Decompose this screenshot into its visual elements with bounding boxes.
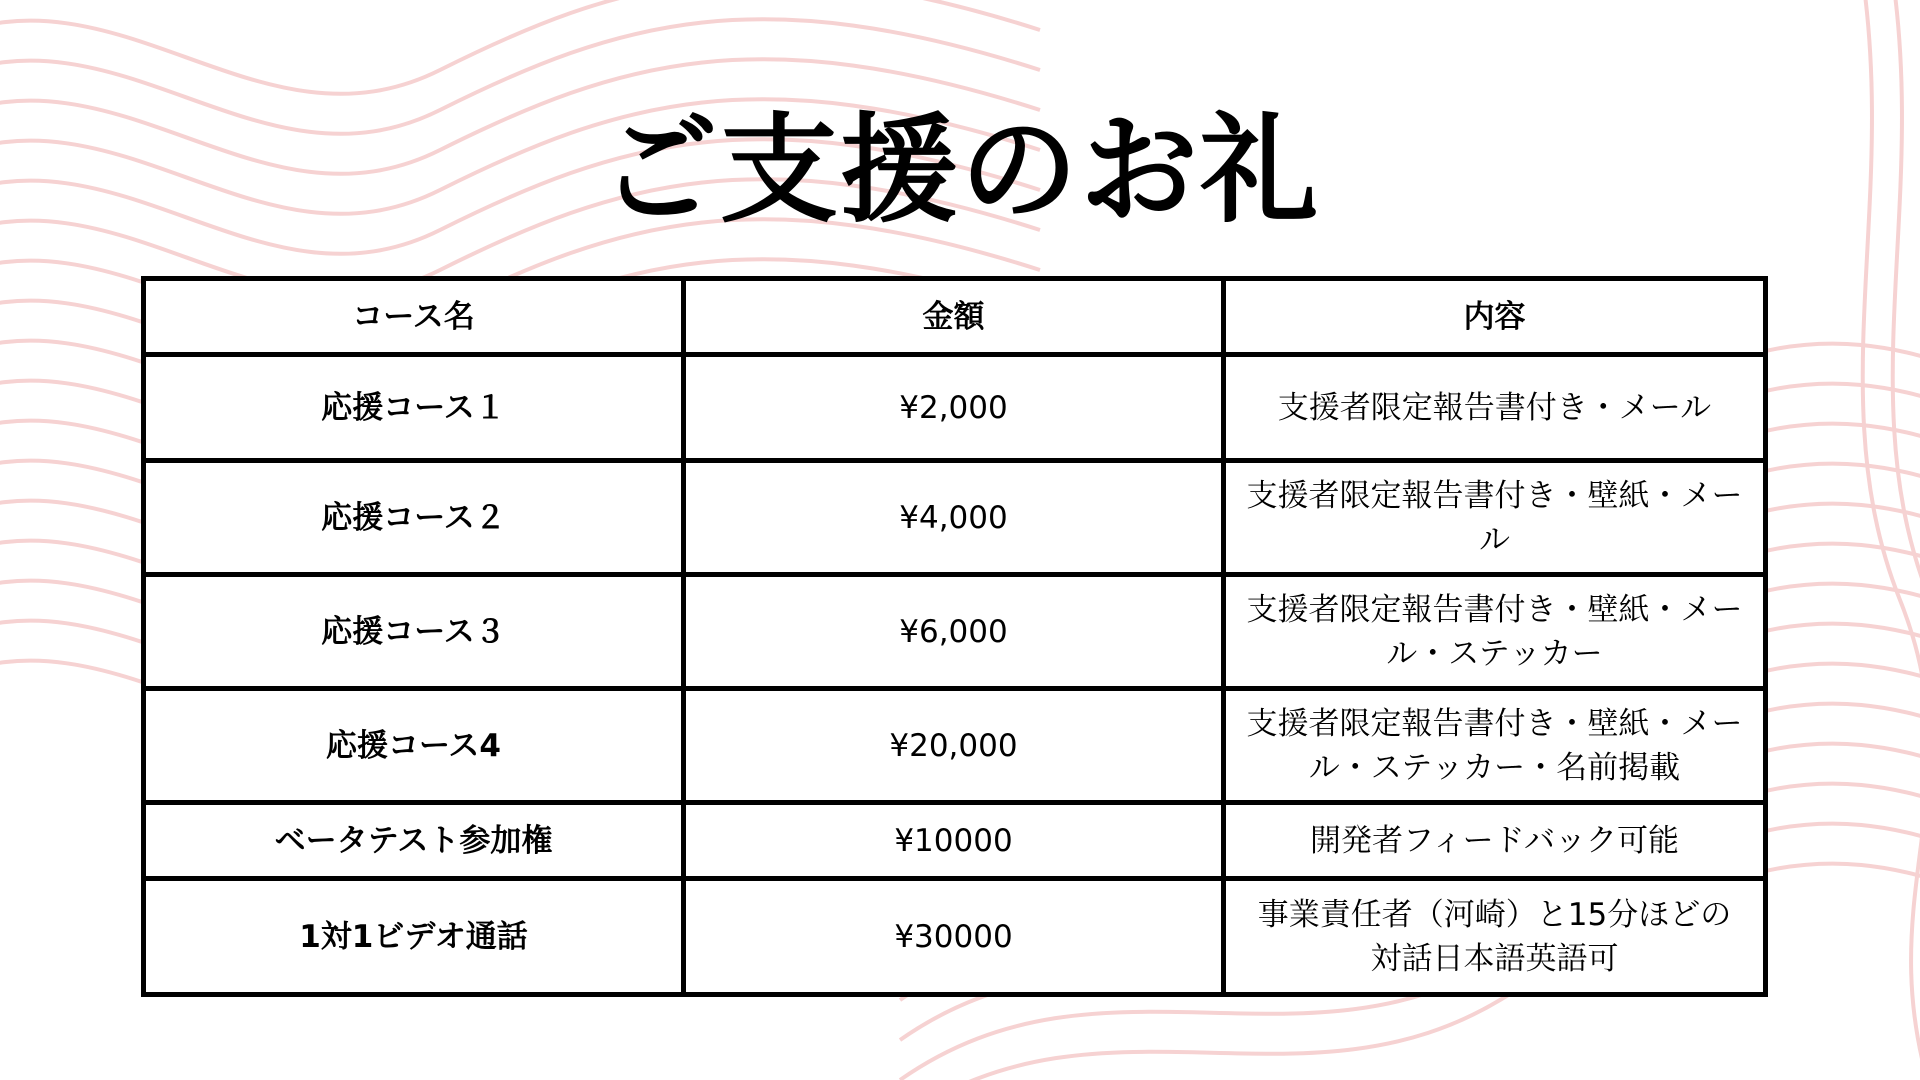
content-cell: 開発者フィードバック可能: [1224, 803, 1766, 879]
amount-cell: ¥20,000: [684, 689, 1224, 803]
table-row: [144, 575, 1766, 689]
table-row: [144, 803, 1766, 879]
table-row: [144, 689, 1766, 803]
support-rewards-table: [141, 276, 1768, 997]
course-name-cell: 応援コース２: [144, 461, 684, 575]
amount-cell: ¥30000: [684, 879, 1224, 995]
amount-cell: ¥2,000: [684, 355, 1224, 461]
table-row: [144, 461, 1766, 575]
table-row: [144, 879, 1766, 995]
course-name-cell: ベータテスト参加権: [144, 803, 684, 879]
course-name-cell: 応援コース4: [144, 689, 684, 803]
header-amount: 金額: [684, 279, 1224, 355]
support-table-container: [141, 276, 1768, 997]
table-header-row: [144, 279, 1766, 355]
course-name-cell: 1対1ビデオ通話: [144, 879, 684, 995]
content-cell: 支援者限定報告書付き・壁紙・メール: [1224, 461, 1766, 575]
table-row: [144, 355, 1766, 461]
content-cell: 事業責任者（河崎）と15分ほどの対話日本語英語可: [1224, 879, 1766, 995]
amount-cell: ¥6,000: [684, 575, 1224, 689]
course-name-cell: 応援コース３: [144, 575, 684, 689]
header-content: 内容: [1224, 279, 1766, 355]
content-cell: 支援者限定報告書付き・メール: [1224, 355, 1766, 461]
page-title: ご支援のお礼: [599, 101, 1320, 239]
header-course-name: コース名: [144, 279, 684, 355]
content-cell: 支援者限定報告書付き・壁紙・メール・ステッカー・名前掲載: [1224, 689, 1766, 803]
course-name-cell: 応援コース１: [144, 355, 684, 461]
content-cell: 支援者限定報告書付き・壁紙・メール・ステッカー: [1224, 575, 1766, 689]
amount-cell: ¥10000: [684, 803, 1224, 879]
amount-cell: ¥4,000: [684, 461, 1224, 575]
